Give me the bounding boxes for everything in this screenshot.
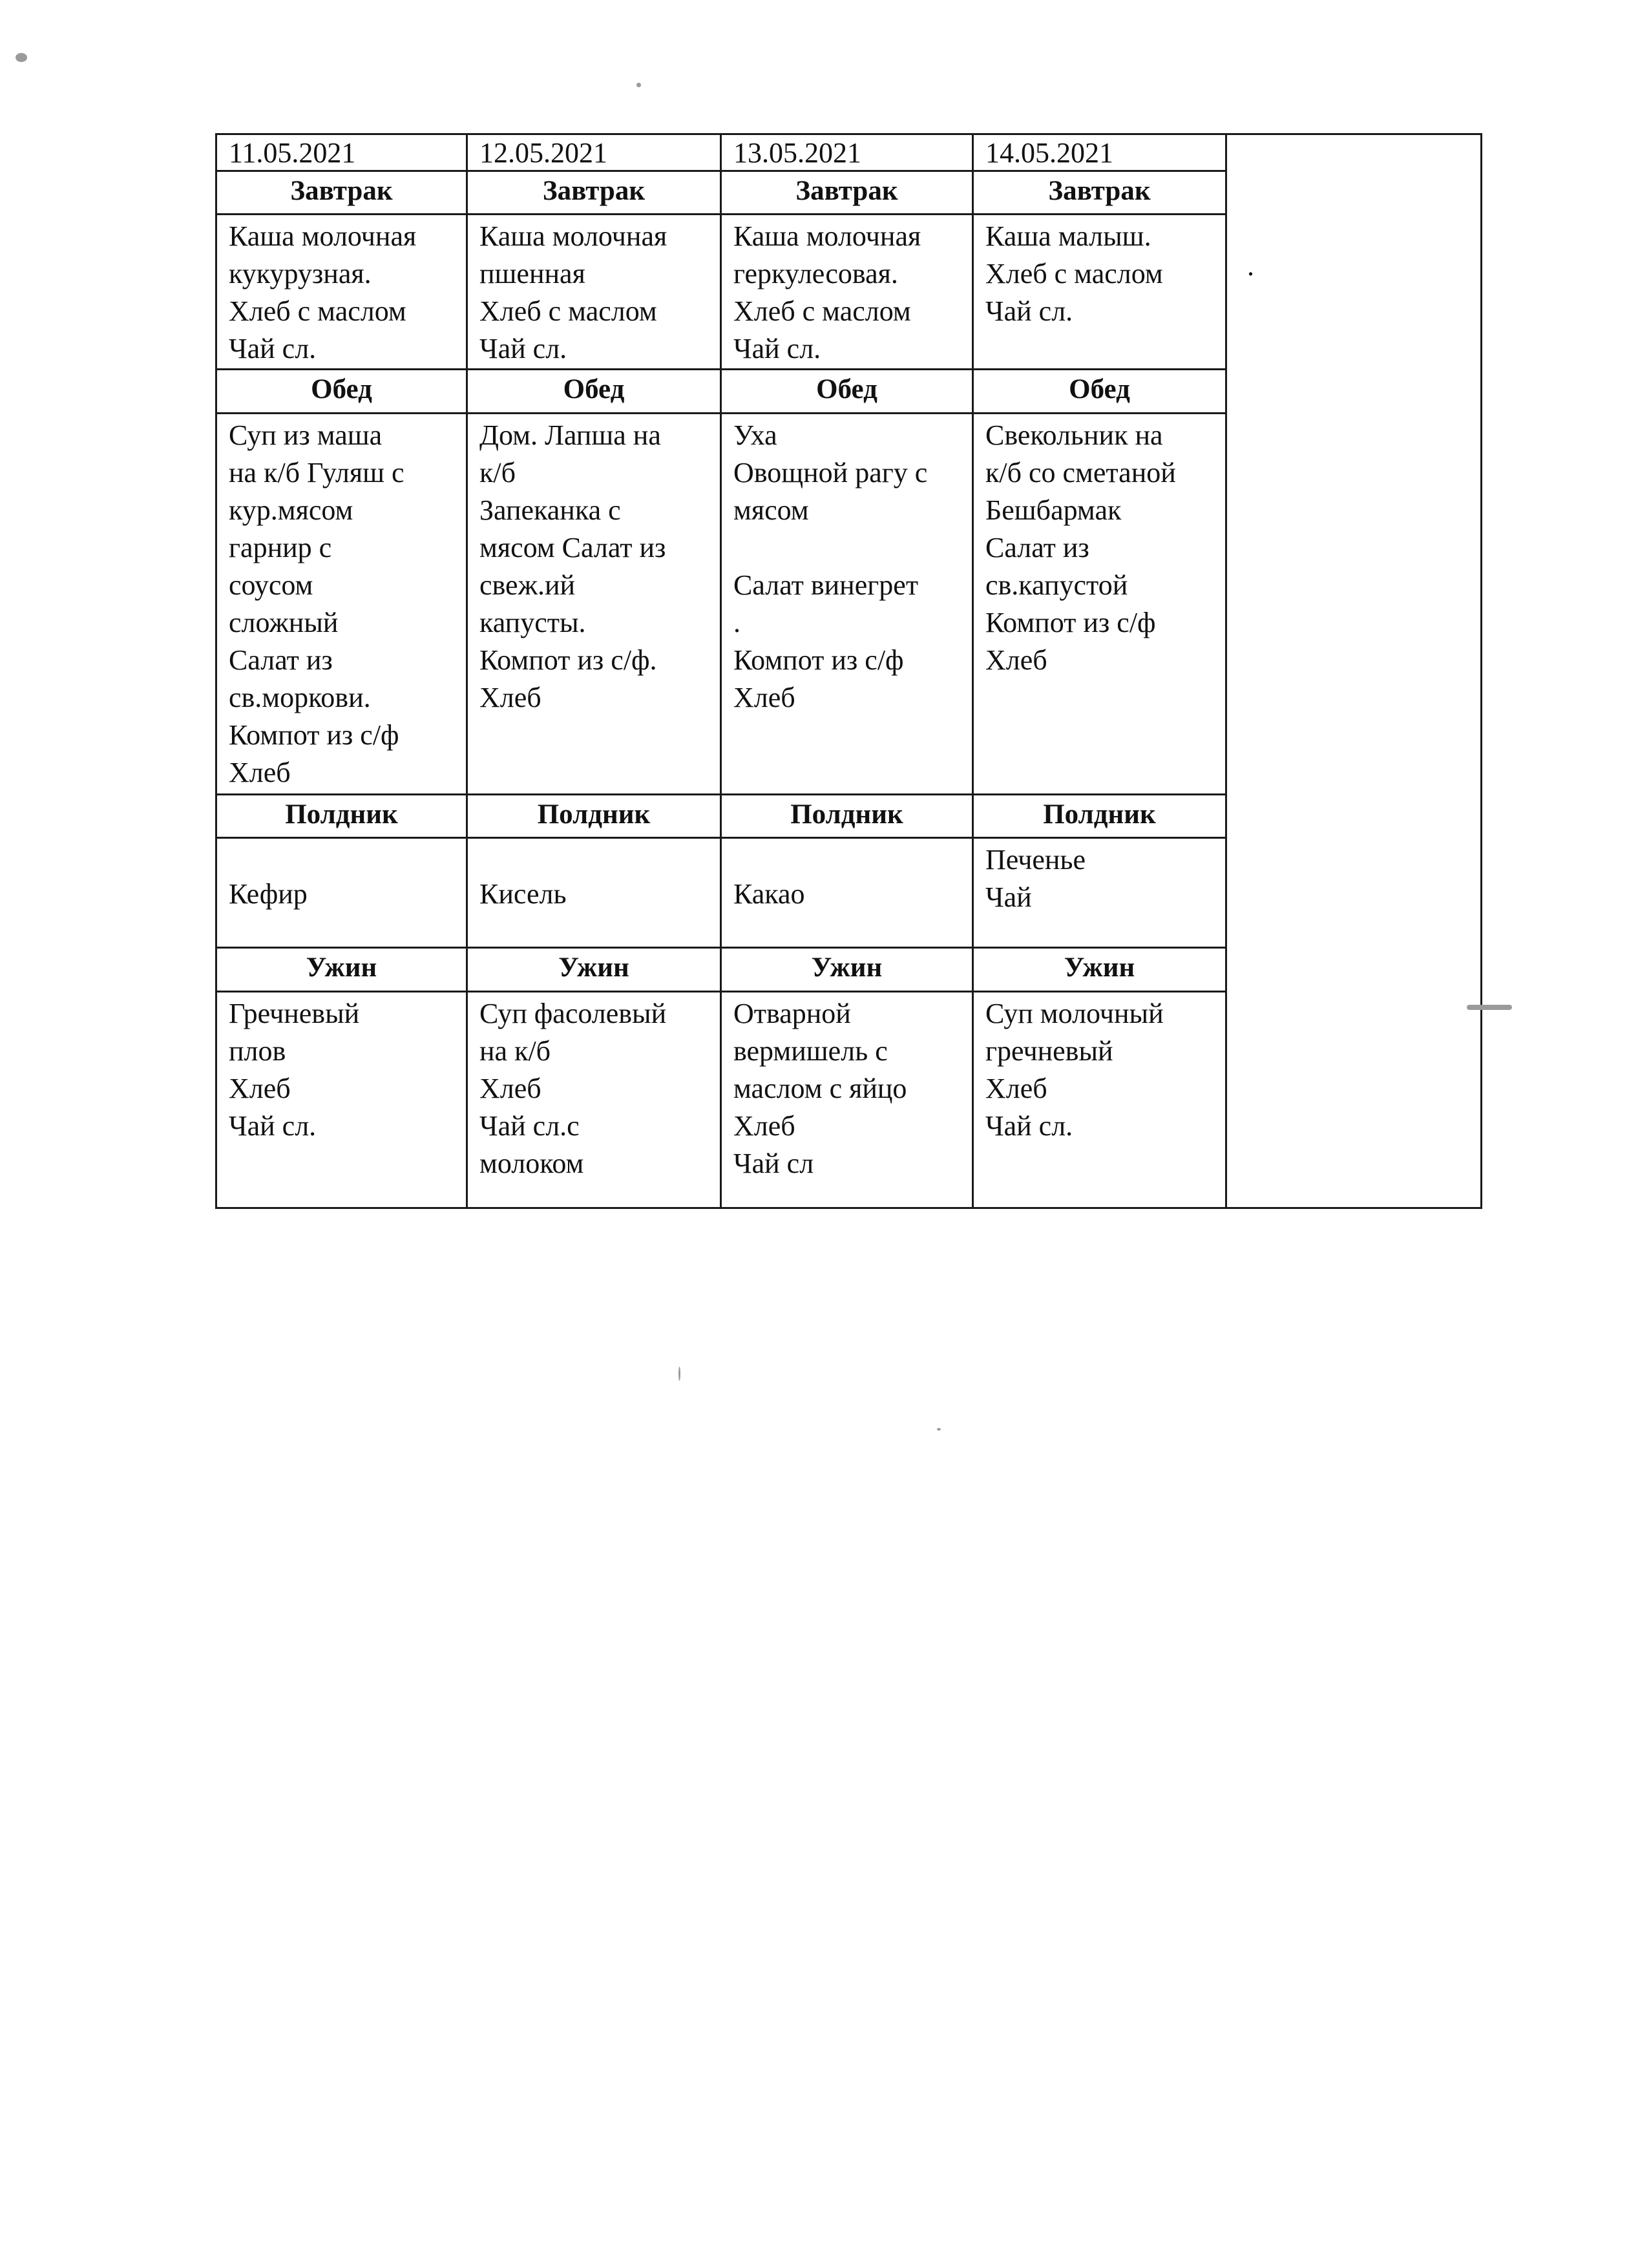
dish-cell: Печенье Чай: [973, 838, 1226, 948]
dish-cell: Каша молочная пшенная Хлеб с маслом Чай сл.: [467, 215, 721, 370]
dish-cell: Дом. Лапша на к/б Запеканка с мясом Салат из свеж.ий капусты. Компот из с/ф. Хлеб: [467, 413, 721, 795]
dish-cell: Кисель: [467, 838, 721, 948]
scan-speck: [1467, 1005, 1512, 1010]
dish-cell: Каша молочная кукурузная. Хлеб с маслом Чай сл.: [216, 215, 467, 370]
meal-header-lunch: Обед: [467, 370, 721, 413]
date-cell: 13.05.2021: [721, 134, 973, 171]
stray-dot-mark: .: [1247, 250, 1254, 282]
dish-cell: Какао: [721, 838, 973, 948]
meal-header-lunch: Обед: [721, 370, 973, 413]
meal-header-breakfast: Завтрак: [721, 171, 973, 215]
dish-cell: Уха Овощной рагу с мясом Салат винегрет . Компот из с/ф Хлеб: [721, 413, 973, 795]
meal-header-dinner: Ужин: [216, 948, 467, 991]
dish-cell: Отварной вермишель с маслом с яйцо Хлеб Чай сл: [721, 991, 973, 1208]
meal-header-snack: Полдник: [467, 795, 721, 838]
date-cell: 12.05.2021: [467, 134, 721, 171]
meal-header-snack: Полдник: [973, 795, 1226, 838]
meal-header-lunch: Обед: [973, 370, 1226, 413]
dish-cell: Свекольник на к/б со сметаной Бешбармак Салат из св.капустой Компот из с/ф Хлеб: [973, 413, 1226, 795]
dish-cell: Суп молочный гречневый Хлеб Чай сл.: [973, 991, 1226, 1208]
meal-header-breakfast: Завтрак: [216, 171, 467, 215]
scan-speck: [636, 83, 641, 87]
extra-column: [1226, 134, 1482, 1208]
dish-cell: Каша малыш. Хлеб с маслом Чай сл.: [973, 215, 1226, 370]
dish-cell: Суп из маша на к/б Гуляш с кур.мясом гарнир с соусом сложный Салат из св.моркови. Компот из с/ф Хлеб: [216, 413, 467, 795]
dish-cell: Суп фасолевый на к/б Хлеб Чай сл.с молоком: [467, 991, 721, 1208]
meal-header-snack: Полдник: [216, 795, 467, 838]
scan-speck: [16, 53, 27, 62]
date-cell: 14.05.2021: [973, 134, 1226, 171]
meal-header-breakfast: Завтрак: [973, 171, 1226, 215]
dish-cell: Каша молочная геркулесовая. Хлеб с маслом Чай сл.: [721, 215, 973, 370]
scan-speck: [678, 1367, 680, 1381]
meal-header-lunch: Обед: [216, 370, 467, 413]
meal-header-breakfast: Завтрак: [467, 171, 721, 215]
date-cell: 11.05.2021: [216, 134, 467, 171]
dish-cell: Гречневый плов Хлеб Чай сл.: [216, 991, 467, 1208]
meal-header-snack: Полдник: [721, 795, 973, 838]
scan-speck: [937, 1428, 941, 1431]
meal-header-dinner: Ужин: [721, 948, 973, 991]
dates-row: [216, 134, 1482, 171]
menu-table: [215, 133, 1482, 1209]
dish-cell: Кефир: [216, 838, 467, 948]
meal-header-dinner: Ужин: [467, 948, 721, 991]
meal-header-dinner: Ужин: [973, 948, 1226, 991]
